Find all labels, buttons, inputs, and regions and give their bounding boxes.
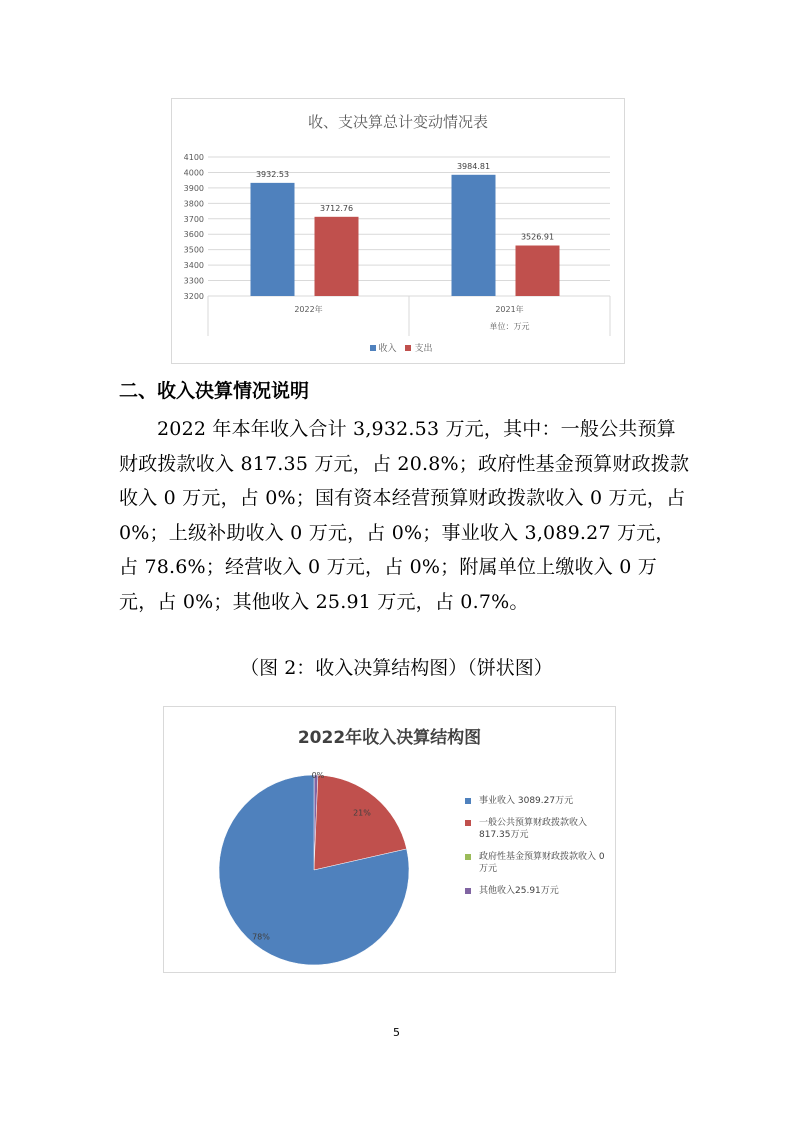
bar-chart-title: 收、支决算总计变动情况表 — [307, 113, 488, 131]
pie-legend-item — [465, 851, 605, 875]
y-tick-label: 4000 — [183, 168, 204, 178]
pie-chart-legend — [465, 795, 605, 907]
pie-pct-label: 0% — [311, 771, 325, 781]
pie-legend-item — [465, 817, 605, 841]
legend-swatch-income — [370, 345, 376, 351]
data-label: 3712.76 — [319, 203, 354, 213]
bar-chart-legend — [172, 341, 624, 354]
y-tick-label: 3600 — [183, 230, 204, 240]
pie-legend-label: 政府性基金预算财政拨款收入 0万元 — [479, 852, 605, 874]
bar — [452, 175, 496, 296]
section-heading: 二、收入决算情况说明 — [119, 380, 310, 402]
pie-chart-title: 2022年收入决算结构图 — [297, 728, 482, 748]
pie-chart-frame — [163, 706, 616, 973]
pie-pct-label: 78% — [252, 932, 270, 942]
y-tick-label: 3400 — [183, 261, 204, 271]
y-tick-label: 3800 — [183, 199, 204, 209]
legend-swatch-red — [465, 820, 471, 826]
legend-swatch-expense — [405, 345, 411, 351]
y-tick-label: 3200 — [183, 292, 204, 301]
legend-swatch-purple — [465, 888, 471, 894]
bar — [251, 183, 295, 296]
body-paragraph: 2022 年本年收入合计 3,932.53 万元，其中：一般公共预算财政拨款收入 817.35 万元，占 20.8%；政府性基金预算财政拨款收入 0 万元，占 0%；国有资本经营预算财政拨款收入 0 万元，占 0%；上级补助收入 0 万元，占 0%；事业收入 3,089.27 万元，占 78.6%；经营收入 0 万元，占 0%；附属单位上缴收入 0 万元，占 0%；其他收入 25.91 万元，占 0.7%。 — [119, 418, 690, 613]
bar-chart-frame — [171, 98, 625, 364]
legend-label-expense: 支出 — [414, 344, 433, 354]
data-label: 3984.81 — [456, 161, 491, 171]
legend-swatch-blue — [465, 798, 471, 804]
pie-legend-label: 事业收入 3089.27万元 — [479, 796, 574, 806]
bar-chart — [172, 99, 624, 363]
y-tick-label: 4100 — [183, 153, 204, 162]
legend-label-income: 收入 — [378, 344, 397, 354]
y-tick-label: 3900 — [183, 183, 204, 193]
y-tick-label: 3700 — [183, 214, 204, 224]
y-tick-label: 3500 — [183, 245, 204, 255]
pie-pct-label: 21% — [353, 808, 371, 818]
pie-legend-item — [465, 795, 605, 807]
figure-caption: （图 2：收入决算结构图）（饼状图） — [240, 657, 553, 679]
pie-legend-item — [465, 885, 605, 897]
data-label: 3526.91 — [520, 232, 555, 242]
pie-legend-label: 其他收入25.91万元 — [479, 886, 559, 896]
bar — [315, 217, 359, 296]
page-number: 5 — [393, 1026, 400, 1039]
data-label: 3932.53 — [255, 169, 290, 179]
x-tick-label: 2022年 — [294, 305, 323, 314]
x-tick-label: 2021年 — [495, 305, 524, 314]
pie-legend-label: 一般公共预算财政拨款收入 817.35万元 — [479, 818, 588, 840]
bar — [516, 246, 560, 296]
legend-swatch-green — [465, 854, 471, 860]
unit-note: 单位：万元 — [489, 322, 530, 331]
y-tick-label: 3300 — [183, 276, 204, 286]
